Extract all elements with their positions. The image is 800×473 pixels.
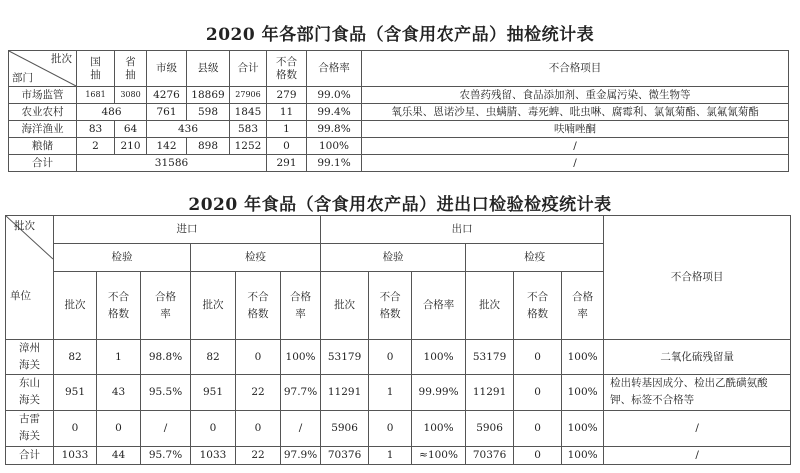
header-unqualified: 不合 格数 xyxy=(97,272,141,340)
export-quarantine-batches: 11291 xyxy=(466,374,514,410)
rate-cell: 99.8% xyxy=(307,121,362,138)
rate-cell: 100% xyxy=(307,138,362,155)
national-cell: 2 xyxy=(77,138,115,155)
table-row xyxy=(9,104,789,121)
import-quarantine-rate: 97.9% xyxy=(281,446,321,464)
import-quarantine-batches: 82 xyxy=(191,340,236,375)
header-unqualified: 不合 格数 xyxy=(514,272,562,340)
export-inspection-batches: 11291 xyxy=(321,374,369,410)
import-inspection-rate: 98.8% xyxy=(141,340,191,375)
dept-cell: 合计 xyxy=(9,155,77,172)
national-provincial-cell: 486 xyxy=(77,104,147,121)
table2-title: 2020 年食品（含食用农产品）进出口检验检疫统计表 xyxy=(188,195,612,215)
rate-cell: 99.0% xyxy=(307,87,362,104)
total-cell: 583 xyxy=(230,121,267,138)
items-cell: 检出转基因成分、检出乙酰磺氨酸 钾、标签不合格等 xyxy=(604,374,791,410)
header-unqualified: 不合 格数 xyxy=(369,272,412,340)
items-cell: / xyxy=(362,155,789,172)
corner-top-label: 批次 xyxy=(14,220,35,232)
total-cell: 1252 xyxy=(230,138,267,155)
export-inspection-rate: 100% xyxy=(412,410,466,446)
import-quarantine-unqualified: 0 xyxy=(236,410,281,446)
export-inspection-rate: ≈100% xyxy=(412,446,466,464)
header-export-quarantine: 检疫 xyxy=(466,244,604,272)
corner-top-label: 批次 xyxy=(51,53,72,65)
dept-cell: 农业农村 xyxy=(9,104,77,121)
city-cell: 4276 xyxy=(147,87,187,104)
header-provincial: 省 抽 xyxy=(115,51,147,87)
import-inspection-rate: 95.7% xyxy=(141,446,191,464)
provincial-cell: 210 xyxy=(115,138,147,155)
unit-cell: 合计 xyxy=(6,446,54,464)
export-quarantine-batches: 70376 xyxy=(466,446,514,464)
corner-bottom-label: 部门 xyxy=(12,71,33,84)
header-batches: 批次 xyxy=(466,272,514,340)
export-quarantine-rate: 100% xyxy=(562,410,604,446)
import-export-inspection-table xyxy=(5,215,791,465)
corner-header-cell xyxy=(6,216,54,340)
export-quarantine-batches: 53179 xyxy=(466,340,514,375)
header-items: 不合格项目 xyxy=(362,51,789,87)
import-inspection-batches: 1033 xyxy=(54,446,97,464)
dept-cell: 粮储 xyxy=(9,138,77,155)
rate-cell: 99.1% xyxy=(307,155,362,172)
table-total-row xyxy=(9,155,789,172)
import-quarantine-batches: 951 xyxy=(191,374,236,410)
county-cell: 898 xyxy=(187,138,230,155)
county-cell: 598 xyxy=(187,104,230,121)
header-total: 合计 xyxy=(230,51,267,87)
header-batches: 批次 xyxy=(321,272,369,340)
import-quarantine-unqualified: 0 xyxy=(236,340,281,375)
header-rate: 合格 率 xyxy=(281,272,321,340)
items-cell: 呋喃唑酮 xyxy=(362,121,789,138)
national-cell: 83 xyxy=(77,121,115,138)
export-inspection-rate: 99.99% xyxy=(412,374,466,410)
export-inspection-batches: 53179 xyxy=(321,340,369,375)
export-inspection-unqualified: 0 xyxy=(369,410,412,446)
unqualified-cell: 0 xyxy=(267,138,307,155)
export-quarantine-unqualified: 0 xyxy=(514,374,562,410)
table-row xyxy=(9,87,789,104)
export-quarantine-unqualified: 0 xyxy=(514,340,562,375)
import-quarantine-unqualified: 22 xyxy=(236,446,281,464)
import-inspection-rate: 95.5% xyxy=(141,374,191,410)
header-rate: 合格 率 xyxy=(562,272,604,340)
import-inspection-unqualified: 44 xyxy=(97,446,141,464)
import-inspection-batches: 0 xyxy=(54,410,97,446)
import-quarantine-batches: 1033 xyxy=(191,446,236,464)
table-row xyxy=(9,138,789,155)
city-cell: 142 xyxy=(147,138,187,155)
export-quarantine-unqualified: 0 xyxy=(514,446,562,464)
header-unqualified: 不合 格数 xyxy=(236,272,281,340)
total-cell: 1845 xyxy=(230,104,267,121)
import-inspection-batches: 951 xyxy=(54,374,97,410)
city-cell: 761 xyxy=(147,104,187,121)
dept-cell: 市场监管 xyxy=(9,87,77,104)
header-rate: 合格率 xyxy=(412,272,466,340)
import-quarantine-rate: / xyxy=(281,410,321,446)
items-cell: 农兽药残留、食品添加剂、重金属污染、微生物等 xyxy=(362,87,789,104)
export-quarantine-batches: 5906 xyxy=(466,410,514,446)
export-inspection-batches: 5906 xyxy=(321,410,369,446)
unit-cell: 漳州 海关 xyxy=(6,340,54,375)
unqualified-cell: 11 xyxy=(267,104,307,121)
import-inspection-unqualified: 43 xyxy=(97,374,141,410)
header-rate: 合格 率 xyxy=(141,272,191,340)
dept-cell: 海洋渔业 xyxy=(9,121,77,138)
unqualified-cell: 1 xyxy=(267,121,307,138)
table1-title: 2020 年各部门食品（含食用农产品）抽检统计表 xyxy=(205,25,595,45)
table-row xyxy=(6,340,791,375)
unqualified-cell: 291 xyxy=(267,155,307,172)
items-cell: / xyxy=(362,138,789,155)
import-quarantine-rate: 97.7% xyxy=(281,374,321,410)
header-batches: 批次 xyxy=(191,272,236,340)
export-quarantine-rate: 100% xyxy=(562,446,604,464)
export-inspection-batches: 70376 xyxy=(321,446,369,464)
table-header-row xyxy=(9,51,789,87)
import-inspection-batches: 82 xyxy=(54,340,97,375)
table-row xyxy=(6,374,791,410)
header-unqualified: 不合 格数 xyxy=(267,51,307,87)
unqualified-cell: 279 xyxy=(267,87,307,104)
items-cell: / xyxy=(604,410,791,446)
header-import-quarantine: 检疫 xyxy=(191,244,321,272)
city-county-cell: 436 xyxy=(147,121,230,138)
import-inspection-unqualified: 0 xyxy=(97,410,141,446)
header-county: 县级 xyxy=(187,51,230,87)
table-total-row xyxy=(6,446,791,464)
import-inspection-unqualified: 1 xyxy=(97,340,141,375)
items-cell: 氧乐果、恩诺沙星、虫螨腈、毒死蜱、吡虫啉、腐霉利、氯氰菊酯、氯氟氰菊酯 xyxy=(362,104,789,121)
export-quarantine-rate: 100% xyxy=(562,340,604,375)
provincial-cell: 64 xyxy=(115,121,147,138)
items-cell: 二氧化硫残留量 xyxy=(604,340,791,375)
import-quarantine-batches: 0 xyxy=(191,410,236,446)
table-row xyxy=(6,410,791,446)
corner-header-cell xyxy=(9,51,77,87)
import-quarantine-unqualified: 22 xyxy=(236,374,281,410)
unit-cell: 东山 海关 xyxy=(6,374,54,410)
header-import: 进口 xyxy=(54,216,321,244)
header-rate: 合格率 xyxy=(307,51,362,87)
items-cell: / xyxy=(604,446,791,464)
header-export: 出口 xyxy=(321,216,604,244)
export-quarantine-unqualified: 0 xyxy=(514,410,562,446)
import-quarantine-rate: 100% xyxy=(281,340,321,375)
sum-cell: 31586 xyxy=(77,155,267,172)
county-cell: 18869 xyxy=(187,87,230,104)
export-inspection-rate: 100% xyxy=(412,340,466,375)
rate-cell: 99.4% xyxy=(307,104,362,121)
header-batches: 批次 xyxy=(54,272,97,340)
department-inspection-table xyxy=(8,50,789,172)
total-cell: 27906 xyxy=(230,87,267,104)
national-cell: 1681 xyxy=(77,87,115,104)
table-header-row xyxy=(6,216,791,244)
header-national: 国 抽 xyxy=(77,51,115,87)
header-export-inspection: 检验 xyxy=(321,244,466,272)
export-quarantine-rate: 100% xyxy=(562,374,604,410)
import-inspection-rate: / xyxy=(141,410,191,446)
header-import-inspection: 检验 xyxy=(54,244,191,272)
unit-cell: 古雷 海关 xyxy=(6,410,54,446)
provincial-cell: 3080 xyxy=(115,87,147,104)
corner-bottom-label: 单位 xyxy=(10,290,31,302)
export-inspection-unqualified: 1 xyxy=(369,446,412,464)
table-row xyxy=(9,121,789,138)
export-inspection-unqualified: 0 xyxy=(369,340,412,375)
header-items: 不合格项目 xyxy=(604,216,791,340)
header-city: 市级 xyxy=(147,51,187,87)
export-inspection-unqualified: 1 xyxy=(369,374,412,410)
